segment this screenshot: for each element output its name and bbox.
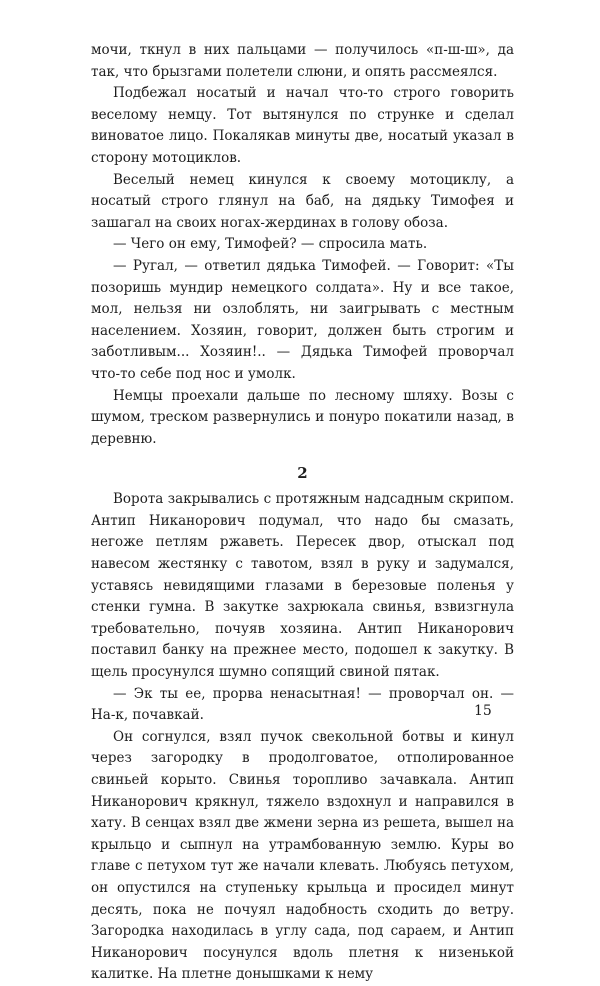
paragraph: Подбежал носатый и начал что-то строго говорить веселому немцу. Тот вытянулся по струнке и сделал виноватое лицо. Покалякав минуты две, носатый указал в сторону мотоциклов.	[91, 85, 514, 166]
paragraph: — Ругал, — ответил дядька Тимофей. — Говорит: «Ты позоришь мундир немецкого солдата». Ну и все такое, мол, нельзя ни озлоблять, ни заигрывать с местным населением. Хозяин, говорит, должен быть строгим и заботливым... Хозяин!.. — Дядька Тимофей проворчал что-то себе под нос и умолк.	[91, 257, 514, 382]
paragraph: Он согнулся, взял пучок свекольной ботвы и кинул через загородку в продолговатое, отполированное свиньей корыто. Свинья торопливо зачавкала. Антип Никанорович крякнул, тяжело вздохнул и направился в хату. В сенцах взял две жмени зерна из решета, вышел на крыльцо и сыпнул на утрамбованную землю. Куры во главе с петухом тут же начали клевать. Любуясь петухом, он опустился на ступеньку крыльца и просидел минут десять, пока не почуял надобность сходить до ветру. Загородка находилась в углу сада, под сараем, и Антип Никанорович посунулся вдоль плетня к низенькой калитке. На плетне донышками к нему	[91, 728, 514, 983]
paragraph: Немцы проехали дальше по лесному шляху. Возы с шумом, треском развернулись и понуро покатили назад, в деревню.	[91, 387, 514, 447]
page-number: 15	[474, 703, 492, 719]
page-body-text	[91, 40, 514, 986]
section-number: 2	[297, 464, 308, 483]
paragraph: Веселый немец кинулся к своему мотоциклу, а носатый строго глянул на баб, на дядьку Тимофея и зашагал на своих ногах-жердинах в голову обоза.	[91, 171, 514, 231]
paragraph: мочи, ткнул в них пальцами — получилось «п-ш-ш», да так, что брызгами полетели слюни, и опять рассмеялся.	[91, 42, 514, 80]
paragraph: — Чего он ему, Тимофей? — спросила мать.	[113, 236, 428, 253]
paragraph: Ворота закрывались с протяжным надсадным скрипом. Антип Никанорович подумал, что надо бы смазать, негоже петлям ржаветь. Пересек двор, отыскал под навесом жестянку с тавотом, взял в руку и задумался, уставясь невидящими глазами в березовые поленья у стенки гумна. В закутке захрюкала свинья, взвизгнула требовательно, почуяв хозяина. Антип Никанорович поставил банку на прежнее место, подошел к закутку. В щель просунулся шумно сопящий свиной пятак.	[91, 491, 514, 681]
paragraph: — Эк ты ее, прорва ненасытная! — проворчал он. — На-к, почавкай.	[91, 685, 514, 724]
